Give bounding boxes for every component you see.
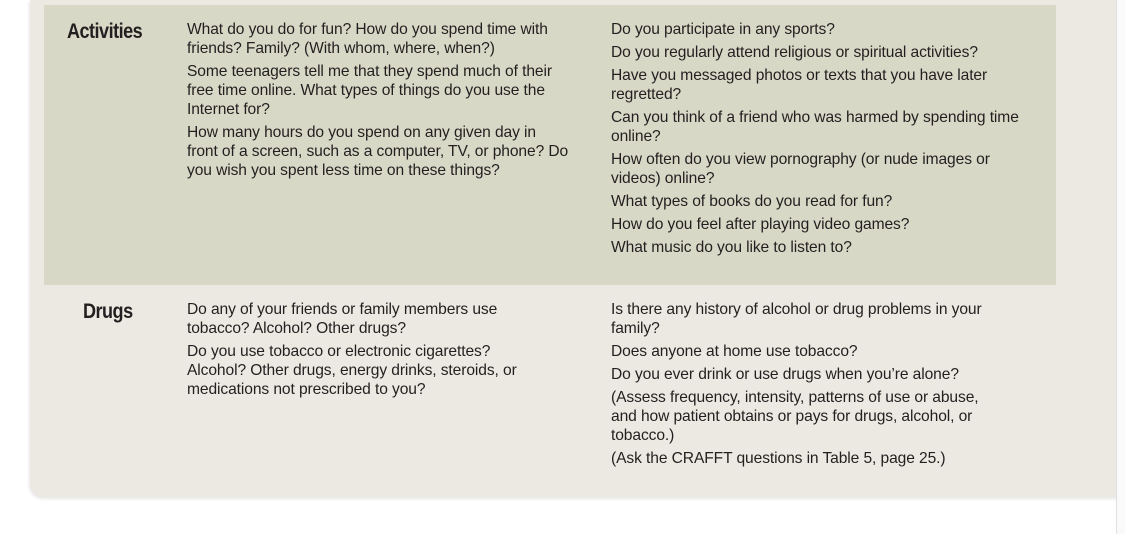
activities-question: How many hours do you spend on any given day in front of a screen, such as a computer, TV, or phone? Do you wish you spent less time on these things?: [187, 124, 569, 179]
activities-question: What do you do for fun? How do you spend time with friends? Family? (With whom, where, when?): [187, 21, 548, 57]
activities-question: What music do you like to listen to?: [611, 239, 852, 256]
activities-left-column: [187, 20, 592, 184]
activities-question: What types of books do you read for fun?: [611, 193, 893, 210]
drugs-heading: Drugs: [83, 300, 133, 323]
activities-heading: Activities: [67, 20, 143, 43]
drugs-question: (Ask the CRAFFT questions in Table 5, page 25.): [611, 450, 946, 467]
drugs-question: Do any of your friends or family members use tobacco? Alcohol? Other drugs?: [187, 301, 498, 337]
drugs-question: Do you use tobacco or electronic cigarettes? Alcohol? Other drugs, energy drinks, steroids, or medications not prescribed to you?: [187, 343, 517, 398]
drugs-right-column: [611, 300, 1046, 472]
activities-question: Can you think of a friend who was harmed by spending time online?: [611, 109, 1019, 145]
activities-question: Do you participate in any sports?: [611, 21, 835, 38]
activities-question: How do you feel after playing video games?: [611, 216, 910, 233]
activities-question: Have you messaged photos or texts that you have later regretted?: [611, 67, 988, 103]
activities-question: Some teenagers tell me that they spend much of their free time online. What types of things do you use the Internet for?: [187, 63, 552, 118]
drugs-question: (Assess frequency, intensity, patterns of use or abuse, and how patient obtains or pays for drugs, alcohol, or tobacco.): [611, 389, 979, 444]
drugs-question: Is there any history of alcohol or drug problems in your family?: [611, 301, 982, 337]
activities-right-column: [611, 20, 1046, 261]
drugs-question: Does anyone at home use tobacco?: [611, 343, 858, 360]
page-edge: [1116, 0, 1125, 534]
activities-question: Do you regularly attend religious or spiritual activities?: [611, 44, 978, 61]
drugs-question: Do you ever drink or use drugs when you’re alone?: [611, 366, 959, 383]
drugs-left-column: [187, 300, 592, 403]
activities-question: How often do you view pornography (or nude images or videos) online?: [611, 151, 990, 187]
